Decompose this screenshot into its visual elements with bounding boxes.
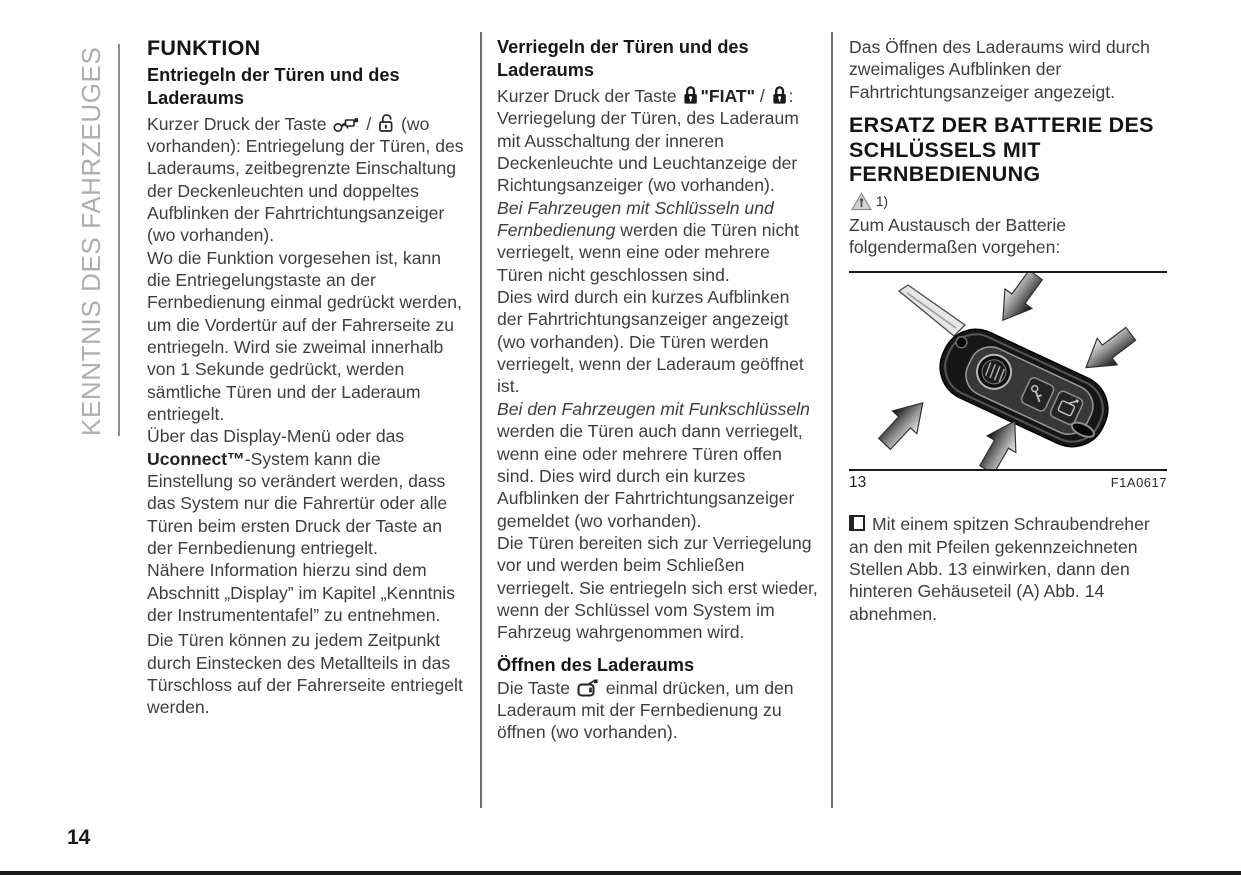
paragraph: Zum Austausch der Batterie folgendermaßen vorgehen: — [849, 214, 1067, 257]
paragraph: Wo die Funktion vorgesehen ist, kann die Entriegelungstaste an der Fernbedienung einmal gedrückt werden, um die Vordertür auf der Fahrerseite zu entriegeln. Wird sie zweimal innerhalb von 1 Sekunde gedrückt, werden sämtliche Türen und der Laderaum entriegelt. — [147, 247, 462, 424]
square-bullet-icon — [849, 515, 865, 531]
paragraph — [497, 677, 819, 744]
figure-13 — [849, 271, 1167, 492]
pressure-arrow-icon — [989, 273, 1049, 330]
chapter-sidebar-label: KENNTNIS DES FAHRZEUGES — [76, 46, 106, 436]
figure-code: F1A0617 — [1110, 475, 1167, 491]
lock-padlock-icon — [683, 85, 698, 105]
lock-padlock-icon — [772, 85, 787, 105]
paragraph: Dies wird durch ein kurzes Aufblinken der Fahrtrichtungsanzeiger angezeigt (wo vorhanden). Die Türen werden verriegelt, wenn der Laderaum geöffnet ist. — [497, 287, 804, 397]
paragraph — [497, 398, 819, 532]
fiat-button-label: "FIAT" — [700, 86, 755, 106]
column-divider — [831, 32, 833, 808]
figure-bottom-rule — [849, 469, 1167, 471]
figure-number: 13 — [849, 474, 867, 492]
text-run: (wo vorhanden): Entriegelung der Türen, des Laderaums, zeitbegrenzte Einschaltung der Deckenleuchten und doppeltes Aufblinken der Fahrtrichtungsanzeiger (wo vorhanden). — [147, 113, 464, 246]
figure-caption — [849, 474, 1167, 492]
trunk-open-icon — [577, 679, 599, 697]
sidebar-divider — [118, 44, 120, 436]
unlock-padlock-icon — [378, 113, 394, 133]
column-battery-replacement — [849, 36, 1167, 625]
text-run: Kurzer Druck der Taste — [497, 86, 682, 106]
text-run: / — [361, 113, 377, 134]
warning-triangle-icon — [851, 192, 872, 211]
text-run: Über das Display-Menü oder das — [147, 426, 405, 447]
text-run-italic: Bei Fahrzeugen mit Schlüsseln und Fernbedienung — [497, 197, 774, 241]
text-run: / — [754, 86, 770, 106]
text-run-italic: Bei den Fahrzeugen mit Funkschlüsseln — [497, 398, 810, 419]
key-blade — [899, 285, 965, 336]
subsection-heading: Verriegeln der Türen und des Laderaums — [497, 37, 749, 80]
text-run: werden die Türen nicht verriegelt, wenn eine oder mehrere Türen nicht geschlossen sind. — [497, 220, 799, 285]
text-run: : Verriegelung der Türen, des Laderaum mit Ausschaltung der inneren Deckenleuchte und Leuchtanzeige der Richtungsanzeiger (wo vorhanden). — [497, 86, 799, 196]
paragraph: Nähere Information hierzu sind dem Abschnitt „Display” im Kapitel „Kenntnis der Instrumententafel” zu entnehmen. — [147, 560, 456, 626]
paragraph: Das Öffnen des Laderaums wird durch zweimaliges Aufblinken der Fahrtrichtungsanzeiger angezeigt. — [849, 37, 1150, 102]
column-function — [147, 36, 469, 719]
paragraph: Die Türen können zu jedem Zeitpunkt durch Einstecken des Metallteils in das Türschloss auf der Fahrerseite entriegelt werden. — [147, 630, 463, 718]
remote-key-icon — [333, 115, 359, 133]
text-run: einmal drücken, um den Laderaum mit der Fernbedienung zu öffnen (wo vorhanden). — [497, 677, 794, 743]
uconnect-brand: Uconnect™ — [147, 448, 245, 469]
text-run: -System kann die Einstellung so verändert werden, dass das System nur die Fahrertür oder alle Türen beim ersten Druck der Taste an der Fernbedienung entriegelt. — [147, 448, 448, 559]
note-reference: 1) — [876, 193, 889, 209]
paragraph — [147, 113, 469, 247]
subsection-heading: Öffnen des Laderaums — [497, 654, 695, 675]
subsection-heading: Entriegeln der Türen und des Laderaums — [147, 64, 400, 108]
page-bottom-rule — [0, 871, 1241, 875]
column-divider — [480, 32, 482, 808]
pressure-arrow-icon — [872, 392, 935, 456]
warning-note-line — [849, 192, 1167, 211]
pressure-arrow-icon — [1076, 321, 1141, 381]
paragraph — [497, 197, 819, 286]
paragraph — [849, 513, 1167, 625]
paragraph — [497, 85, 819, 197]
column-verriegeln — [497, 36, 819, 744]
key-fob-illustration — [849, 273, 1167, 469]
paragraph: Die Türen bereiten sich zur Verriegelung vor und werden beim Schließen verriegelt. Sie entriegeln sich erst wieder, wenn der Schlüssel vom System im Fahrzeug wahrgenommen wird. — [497, 532, 818, 643]
section-heading: FUNKTION — [147, 36, 261, 60]
text-run: Kurzer Druck der Taste — [147, 113, 332, 134]
paragraph — [147, 425, 469, 559]
text-run: Die Taste — [497, 677, 575, 698]
text-run: Mit einem spitzen Schraubendreher an den mit Pfeilen gekennzeichneten Stellen Abb. 13 einwirken, dann den hinteren Gehäuseteil (A) Abb. 14 abnehmen. — [849, 514, 1150, 624]
page-number: 14 — [67, 826, 91, 849]
text-run: werden die Türen auch dann verriegelt, wenn eine oder mehrere Türen offen sind. Dies wird durch ein kurzes Aufblinken der Fahrtrichtungsanzeiger gemeldet (wo vorhanden). — [497, 421, 803, 531]
section-heading: ERSATZ DER BATTERIE DES SCHLÜSSELS MIT FERNBEDIENUNG — [849, 113, 1154, 187]
key-fob-body — [929, 318, 1119, 458]
